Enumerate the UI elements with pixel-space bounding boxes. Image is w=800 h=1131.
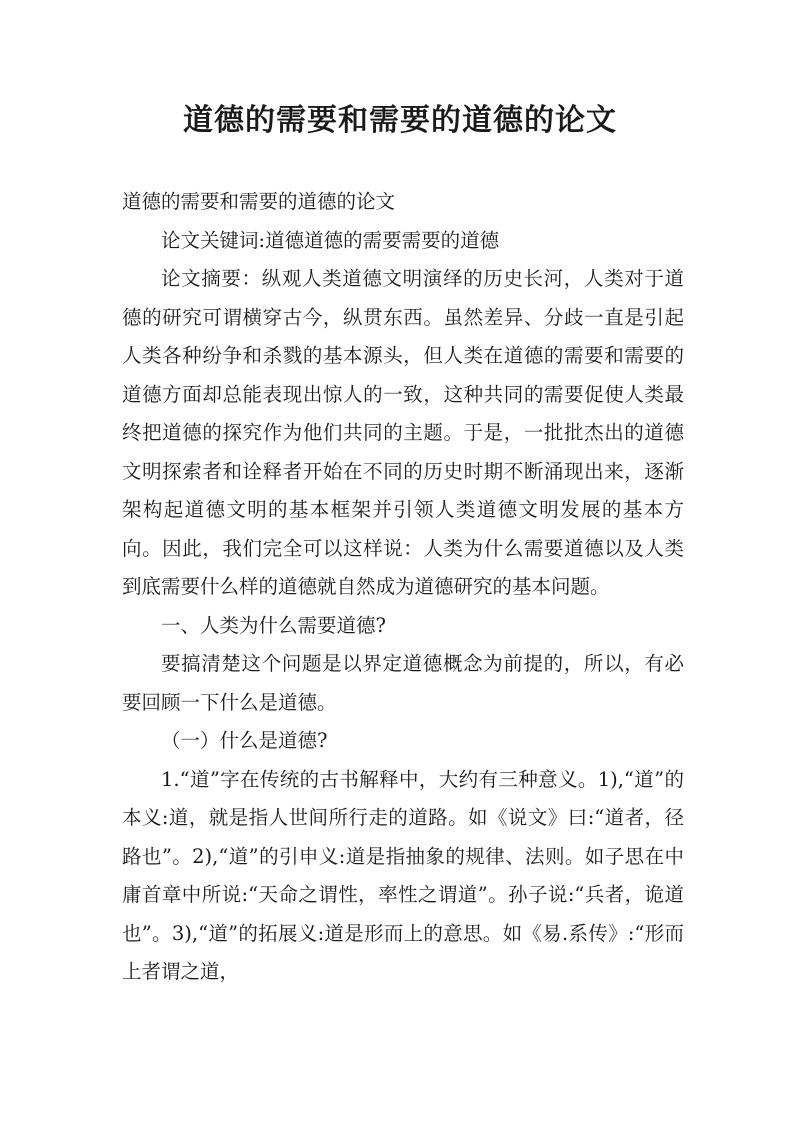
document-title: 道德的需要和需要的道德的论文: [183, 103, 617, 138]
subsection-heading-1: （一）什么是道德?: [161, 729, 328, 752]
paragraph-intro: 要搞清楚这个问题是以界定道德概念为前提的，所以，有必要回顾一下什么是道德。: [122, 652, 684, 714]
document-body: [122, 183, 684, 992]
paragraph-dao-meanings: 1.“道”字在传统的古书解释中，大约有三种意义。1),“道”的本义:道，就是指人世间所行走的道路。如《说文》曰:“道者，径路也”。2),“道”的引申义:道是指抽象的规律、法则。如子思在中庸首章中所说:“天命之谓性，率性之谓道”。孙子说:“兵者，诡道也”。3),“道”的拓展义:道是形而上的意思。如《易.系传》:“形而上者谓之道，: [122, 767, 684, 983]
paragraph-abstract: 论文摘要：纵观人类道德文明演绎的历史长河，人类对于道德的研究可谓横穿古今，纵贯东西。虽然差异、分歧一直是引起人类各种纷争和杀戮的基本源头，但人类在道德的需要和需要的道德方面却总能表现出惊人的一致，这种共同的需要促使人类最终把道德的探究作为他们共同的主题。于是，一批批杰出的道德文明探索者和诠释者开始在不同的历史时期不断涌现出来，逐渐架构起道德文明的基本框架并引领人类道德文明发展的基本方向。因此，我们完全可以这样说：人类为什么需要道德以及人类到底需要什么样的道德就自然成为道德研究的基本问题。: [122, 267, 684, 598]
section-heading-1: 一、人类为什么需要道德?: [161, 613, 386, 637]
paragraph-repeat-title: 道德的需要和需要的道德的论文: [122, 190, 396, 213]
paragraph-keywords: 论文关键词:道德道德的需要需要的道德: [161, 228, 500, 252]
